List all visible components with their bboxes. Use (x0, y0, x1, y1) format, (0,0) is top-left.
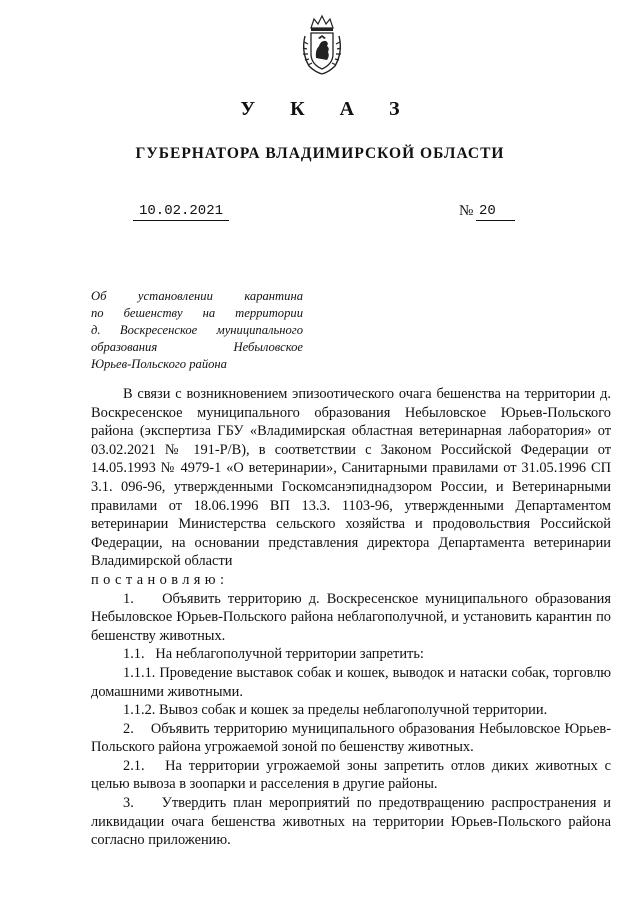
subject-line: по бешенству на территории (91, 306, 303, 320)
subject-line: Об установлении карантина (91, 289, 303, 303)
decree-word: постановляю: (91, 571, 229, 588)
document-subject (91, 288, 303, 373)
preamble-paragraph: В связи с возникновением эпизоотического очага бешенства на территории д. Воскресенское муниципального образования Небыловское Юрьев-Польского района (экспертиза ГБУ «Владимирская областная ветеринарная лаборатория» от 03.02.2021 № 191-Р/В), в соответствии с Законом Российской Федерации от 14.05.1993 № 4979-1 «О ветеринарии», Санитарными правилами от 31.05.1996 СП 3.1. 096-96, утвержденными Госкомсанэпиднадзором России, и Ветеринарными правилами от 18.06.1996 ВП 13.3. 1103-96, утвержденными Департаментом ветеринарии Министерства сельского хозяйства и продовольствия Российской Федерации, на основании представления директора Департамента ветеринарии Владимирской области (91, 386, 611, 570)
document-date: 10.02.2021 (133, 203, 229, 221)
clause-2: 2. Объявить территорию муниципального образования Небыловское Юрьев-Польского района угрожаемой зоной по бешенству животных. (91, 720, 611, 756)
subject-line: д. Воскресенское муниципального (91, 323, 303, 337)
coat-of-arms-icon (299, 14, 345, 78)
number-sign: № (459, 203, 474, 219)
document-body (91, 385, 611, 850)
issuer-heading: ГУБЕРНАТОРА ВЛАДИМИРСКОЙ ОБЛАСТИ (135, 145, 505, 162)
clause-1: 1. Объявить территорию д. Воскресенское муниципального образования Небыловское Юрьев-Польского района неблагополучной, и установить карантин по бешенству животных. (91, 590, 611, 644)
clause-1-1: 1.1. На неблагополучной территории запретить: (123, 646, 424, 663)
document-title: У К А З (240, 98, 415, 120)
clause-3: 3. Утвердить план мероприятий по предотвращению распространения и ликвидации очага бешенства животных на территории Юрьев-Польского района согласно приложению. (91, 795, 611, 849)
subject-line: Юрьев-Польского района (91, 357, 227, 371)
document-number: 20 (476, 203, 515, 221)
clause-1-1-2: 1.1.2. Вывоз собак и кошек за пределы неблагополучной территории. (123, 702, 548, 719)
clause-1-1-1: 1.1.1. Проведение выставок собак и кошек, выводок и натаски собак, торговлю домашними животными. (91, 664, 611, 700)
clause-2-1: 2.1. На территории угрожаемой зоны запретить отлов диких животных с целью вывоза в зоопарки и расселения в другие районы. (91, 757, 611, 793)
subject-line: образования Небыловское (91, 340, 303, 354)
